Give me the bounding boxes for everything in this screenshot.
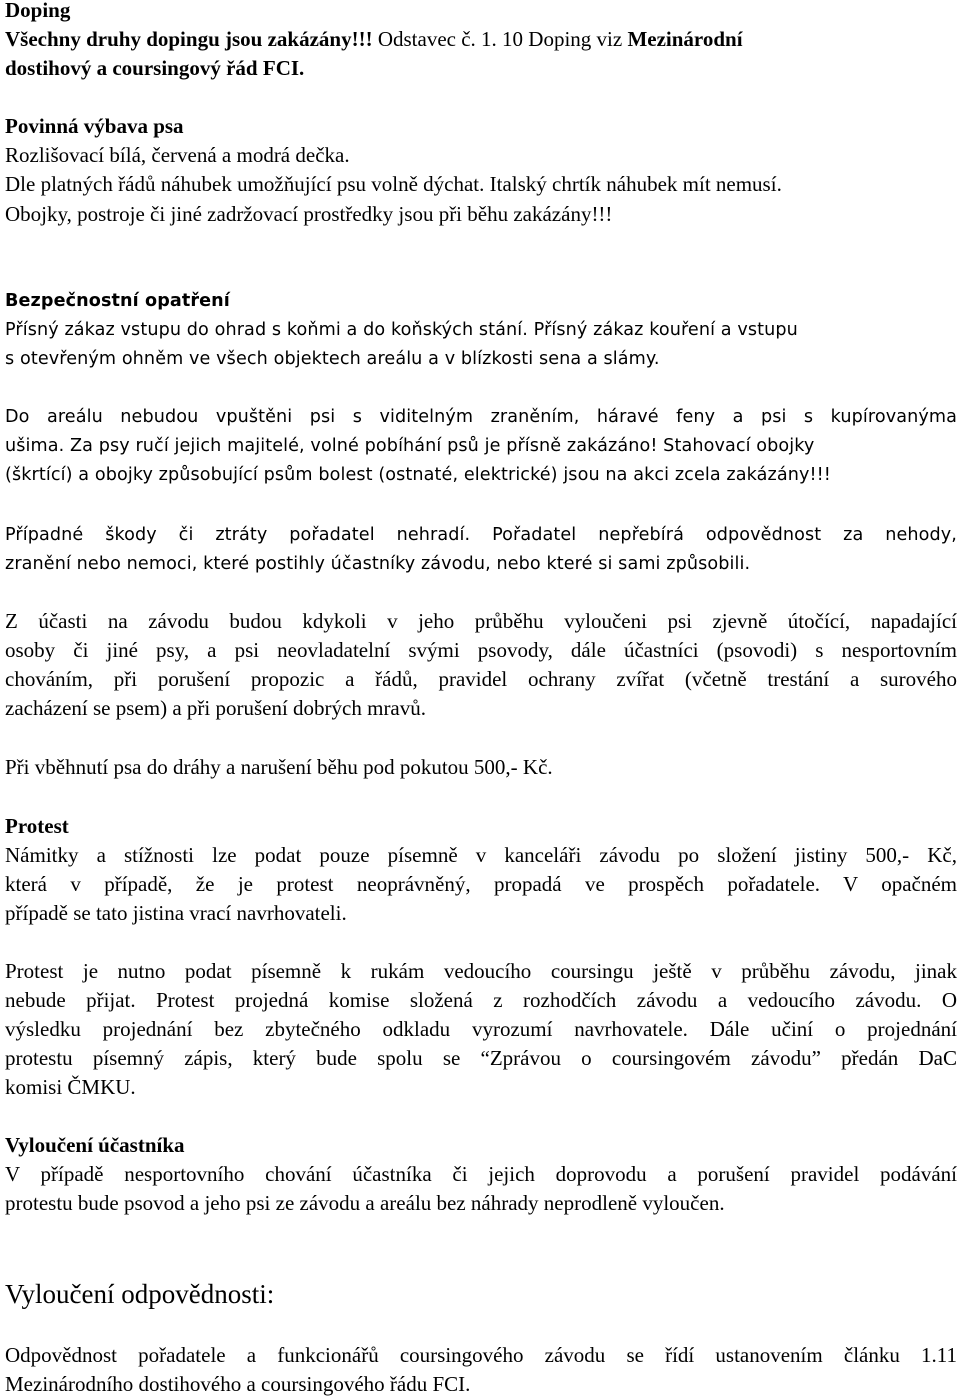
- doping-text-line-1: Všechny druhy dopingu jsou zakázány!!! Odstavec č. 1. 10 Doping viz Mezinárodní: [5, 27, 743, 51]
- equipment-line-3-block: [5, 200, 957, 229]
- protest-p2: [5, 957, 957, 1102]
- protest-p1-line-2: která v případě, že je protest neoprávněný, propadá ve prospěch pořadatele. V opačném: [5, 872, 957, 896]
- liability-heading-block: [5, 1277, 957, 1311]
- safety-p2-line-1: Do areálu nebudou vpuštěni psi s viditelným zraněním, háravé feny a psi s kupírovanýma: [5, 407, 957, 427]
- protest-heading: Protest: [5, 814, 69, 838]
- exclusion-line-2: osoby či jiné psy, a psi neovladatelní svými psovody, dále účastníci (psovodi) s nesportovním: [5, 638, 957, 662]
- safety-p1-line-2: s otevřeným ohněm ve všech objektech areálu a v blízkosti sena a slámy.: [5, 349, 660, 369]
- equipment-section: [5, 112, 957, 199]
- doping-section: [5, 0, 957, 83]
- safety-p2: [5, 403, 957, 490]
- doping-text-line-2: dostihový a coursingový řád FCI.: [5, 56, 305, 80]
- protest-p1-line-3: případě se tato jistina vrací navrhovateli.: [5, 901, 347, 925]
- liability-line-2: Mezinárodního dostihového a coursingového řádu FCI.: [5, 1372, 471, 1396]
- exclusion-line-3: chováním, při porušení propozic a řádů, pravidel ochrany zvířat (včetně trestání a surového: [5, 667, 957, 691]
- safety-heading: Bezpečnostní opatření: [5, 291, 230, 311]
- safety-p1-line-1: Přísný zákaz vstupu do ohrad s koňmi a do koňských stání. Přísný zákaz kouření a vstupu: [5, 320, 798, 340]
- protest-p1-line-1: Námitky a stížnosti lze podat pouze písemně v kanceláři závodu po složení jistiny 500,- Kč,: [5, 843, 957, 867]
- liability-heading: Vyloučení odpovědnosti:: [5, 1279, 275, 1309]
- equipment-line-3: Obojky, postroje či jiné zadržovací prostředky jsou při běhu zakázány!!!: [5, 202, 613, 226]
- liability-section: [5, 1341, 957, 1399]
- protest-p2-line-4: protestu písemný zápis, který bude spolu se “Zprávou o coursingovém závodu” předán DaC: [5, 1046, 957, 1070]
- equipment-heading: Povinná výbava psa: [5, 114, 184, 138]
- participant-exclusion-section: [5, 1131, 957, 1218]
- safety-section: [5, 287, 957, 374]
- liability-line-1: Odpovědnost pořadatele a funkcionářů coursingového závodu se řídí ustanovením článku 1.11: [5, 1343, 957, 1367]
- penalty-paragraph: [5, 753, 957, 782]
- exclusion-line-1: Z účasti na závodu budou kdykoli v jeho průběhu vyloučeni psi zjevně útočící, napadající: [5, 609, 957, 633]
- doping-heading: Doping: [5, 0, 71, 22]
- participant-exclusion-line-1: V případě nesportovního chování účastníka či jejich doprovodu a porušení pravidel podávání: [5, 1162, 957, 1186]
- protest-p2-line-1: Protest je nutno podat písemně k rukám vedoucího coursingu ještě v průběhu závodu, jinak: [5, 959, 957, 983]
- exclusion-line-4: zacházení se psem) a při porušení dobrých mravů.: [5, 696, 427, 720]
- safety-p3-line-1: Případné škody či ztráty pořadatel nehradí. Pořadatel nepřebírá odpovědnost za nehody,: [5, 525, 957, 545]
- safety-p2-line-2: ušima. Za psy ručí jejich majitelé, volné pobíhání psů je přísně zakázáno! Stahovací obojky: [5, 436, 815, 456]
- exclusion-paragraph: [5, 607, 957, 723]
- safety-p3: [5, 521, 957, 579]
- protest-section: [5, 812, 957, 928]
- penalty-text: Při vběhnutí psa do dráhy a narušení běhu pod pokutou 500,- Kč.: [5, 755, 553, 779]
- equipment-line-2: Dle platných řádů náhubek umožňující psu volně dýchat. Italský chrtík náhubek mít nemusí.: [5, 172, 782, 196]
- participant-exclusion-line-2: protestu bude psovod a jeho psi ze závodu a areálu bez náhrady neprodleně vyloučen.: [5, 1191, 725, 1215]
- equipment-line-1: Rozlišovací bílá, červená a modrá dečka.: [5, 143, 350, 167]
- safety-p2-line-3: (škrtící) a obojky způsobující psům bolest (ostnaté, elektrické) jsou na akci zcela zakázány!!!: [5, 465, 831, 485]
- protest-p2-line-2: nebude přijat. Protest projedná komise složená z rozhodčích závodu a vedoucího závodu. O: [5, 988, 957, 1012]
- protest-p2-line-5: komisi ČMKU.: [5, 1075, 136, 1099]
- safety-p3-line-2: zranění nebo nemoci, které postihly účastníky závodu, nebo které si sami způsobili.: [5, 554, 751, 574]
- protest-p2-line-3: výsledku projednání bez zbytečného odkladu vyrozumí navrhovatele. Dále učiní o projednání: [5, 1017, 957, 1041]
- participant-exclusion-heading: Vyloučení účastníka: [5, 1133, 185, 1157]
